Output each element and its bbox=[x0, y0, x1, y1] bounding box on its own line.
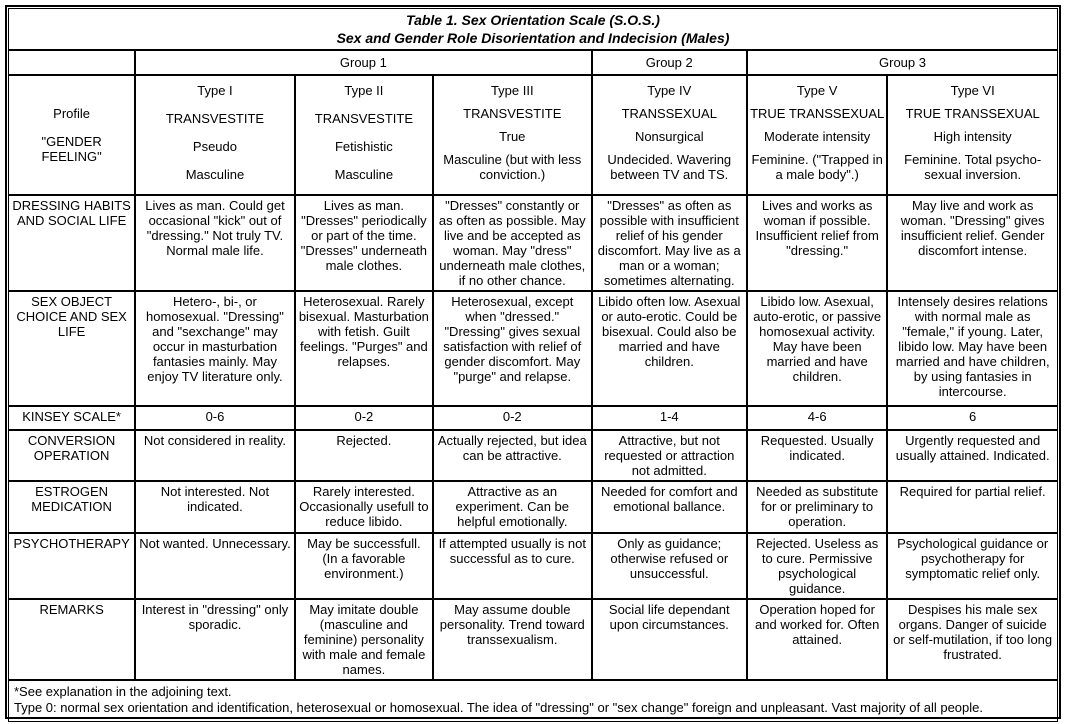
table-cell: "Dresses" as often as possible with insufficient relief of his gender discomfort. May live as a man or a woman; sometimes alternating. bbox=[592, 195, 747, 291]
table-cell: Interest in "dressing" only sporadic. bbox=[135, 599, 295, 680]
table-cell: Not interested. Not indicated. bbox=[135, 481, 295, 533]
type-number: Type VI bbox=[950, 83, 995, 98]
footnote-cell bbox=[8, 680, 1058, 722]
table-cell: Lives as man. Could get occasional "kick" out of "dressing." Not truly TV. Normal male life. bbox=[135, 195, 295, 291]
table-cell: Attractive as an experiment. Can be helpful emotionally. bbox=[433, 481, 592, 533]
type-subtype: High intensity bbox=[933, 129, 1012, 144]
table-cell: Lives and works as woman if possible. Insufficient relief from "dressing." bbox=[747, 195, 887, 291]
type-number: Type III bbox=[490, 83, 534, 98]
table-cell: Psychological guidance or psychotherapy for symptomatic relief only. bbox=[887, 533, 1058, 599]
table-cell: Heterosexual, except when "dressed." "Dressing" gives sexual satisfaction with relief of gender discomfort. May "purge" and relapse. bbox=[433, 291, 592, 406]
table-cell: Requested. Usually indicated. bbox=[747, 430, 887, 481]
type-subtype: Moderate intensity bbox=[764, 129, 871, 144]
table-row-estrogen-medication bbox=[8, 481, 1058, 533]
row-label: CONVERSION OPERATION bbox=[8, 430, 135, 481]
type-subtype: Nonsurgical bbox=[634, 129, 704, 144]
type-1-header-cell bbox=[135, 75, 295, 195]
table-cell: Only as guidance; otherwise refused or unsuccessful. bbox=[592, 533, 747, 599]
table-cell: 0-2 bbox=[433, 406, 592, 430]
table-cell: Lives as man. "Dresses" periodically or part of the time. "Dresses" underneath male clothes. bbox=[295, 195, 433, 291]
table-cell: Social life dependant upon circumstances. bbox=[592, 599, 747, 680]
group-2-header: Group 2 bbox=[592, 50, 747, 75]
row-label: KINSEY SCALE* bbox=[8, 406, 135, 430]
table-cell: Needed for comfort and emotional ballance. bbox=[592, 481, 747, 533]
type-name: TRUE TRANSSEXUAL bbox=[750, 106, 885, 121]
table-cell: Attractive, but not requested or attraction not admitted. bbox=[592, 430, 747, 481]
type-number: Type II bbox=[344, 83, 384, 98]
table-cell: Heterosexual. Rarely bisexual. Masturbation with fetish. Guilt feelings. "Purges" and relapses. bbox=[295, 291, 433, 406]
table-cell: Operation hoped for and worked for. Often attained. bbox=[747, 599, 887, 680]
table-outer-border bbox=[5, 5, 1061, 719]
table-cell: Hetero-, bi-, or homosexual. "Dressing" and "sexchange" may occur in masturbation fantasies mainly. May enjoy TV literature only. bbox=[135, 291, 295, 406]
type-5-header-cell bbox=[747, 75, 887, 195]
table-title-line2: Sex and Gender Role Disorientation and Indecision (Males) bbox=[336, 30, 730, 46]
table-title bbox=[8, 8, 1058, 50]
table-cell: Libido low. Asexual, auto-erotic, or passive homosexual activity. May have been married and have children. bbox=[747, 291, 887, 406]
table-cell: Needed as substitute for or preliminary to operation. bbox=[747, 481, 887, 533]
type-4-header-cell bbox=[592, 75, 747, 195]
type-subtype: Fetishistic bbox=[334, 139, 393, 154]
table-cell: 1-4 bbox=[592, 406, 747, 430]
table-cell: Not considered in reality. bbox=[135, 430, 295, 481]
type-feeling: Undecided. Wavering between TV and TS. bbox=[607, 152, 732, 182]
table-cell: Libido often low. Asexual or auto-erotic. Could be bisexual. Could also be married and have children. bbox=[592, 291, 747, 406]
type-number: Type V bbox=[796, 83, 838, 98]
table-title-line1: Table 1. Sex Orientation Scale (S.O.S.) bbox=[406, 12, 660, 28]
table-row-sex-object-choice bbox=[8, 291, 1058, 406]
table-cell: Urgently requested and usually attained. Indicated. bbox=[887, 430, 1058, 481]
type-3-header-cell bbox=[433, 75, 592, 195]
profile-label-cell bbox=[8, 75, 135, 195]
type-feeling: Feminine. Total psycho-sexual inversion. bbox=[904, 152, 1042, 182]
type-6-header-cell bbox=[887, 75, 1058, 195]
table-cell: "Dresses" constantly or as often as possible. May live and be accepted as woman. May "dress" underneath male clothes, if no other chance. bbox=[433, 195, 592, 291]
type-feeling: Masculine bbox=[334, 167, 394, 182]
type-subtype: True bbox=[499, 129, 526, 144]
type-name: TRANSSEXUAL bbox=[621, 106, 717, 121]
row-label: ESTROGEN MEDICATION bbox=[8, 481, 135, 533]
type-number: Type IV bbox=[647, 83, 692, 98]
footnote-row bbox=[8, 680, 1058, 722]
type-2-header-cell bbox=[295, 75, 433, 195]
row-label: PSYCHOTHERAPY bbox=[8, 533, 135, 599]
table-row-conversion-operation bbox=[8, 430, 1058, 481]
type-name: TRANSVESTITE bbox=[165, 111, 265, 126]
row-label: REMARKS bbox=[8, 599, 135, 680]
footnote-line1: *See explanation in the adjoining text. bbox=[14, 684, 232, 699]
profile-label-line2: "GENDER FEELING" bbox=[41, 134, 102, 164]
table-row-remarks bbox=[8, 599, 1058, 680]
table-cell: Rarely interested. Occasionally usefull to reduce libido. bbox=[295, 481, 433, 533]
table-row-dressing-habits bbox=[8, 195, 1058, 291]
table-cell: May be successfull. (In a favorable environment.) bbox=[295, 533, 433, 599]
type-feeling: Feminine. ("Trapped in a male body".) bbox=[751, 152, 883, 182]
sex-orientation-scale-table bbox=[8, 8, 1058, 722]
table-cell: 6 bbox=[887, 406, 1058, 430]
table-cell: Not wanted. Unnecessary. bbox=[135, 533, 295, 599]
table-row-psychotherapy bbox=[8, 533, 1058, 599]
type-name: TRUE TRANSSEXUAL bbox=[905, 106, 1040, 121]
table-cell: Despises his male sex organs. Danger of suicide or self-mutilation, if too long frustrated. bbox=[887, 599, 1058, 680]
table-cell: Intensely desires relations with normal male as "female," if young. Later, libido low. May have been married and have children, by using fantasies in intercourse. bbox=[887, 291, 1058, 406]
table-cell: 0-2 bbox=[295, 406, 433, 430]
table-cell: May imitate double (masculine and feminine) personality with male and female names. bbox=[295, 599, 433, 680]
group-1-header: Group 1 bbox=[135, 50, 591, 75]
table-cell: Required for partial relief. bbox=[887, 481, 1058, 533]
table-cell: 4-6 bbox=[747, 406, 887, 430]
type-feeling: Masculine bbox=[185, 167, 245, 182]
group-header-empty-cell bbox=[8, 50, 135, 75]
table-cell: 0-6 bbox=[135, 406, 295, 430]
type-subtype: Pseudo bbox=[192, 139, 237, 154]
group-header-row bbox=[8, 50, 1058, 75]
table-cell: Rejected. Useless as to cure. Permissive psychological guidance. bbox=[747, 533, 887, 599]
row-label: SEX OBJECT CHOICE AND SEX LIFE bbox=[8, 291, 135, 406]
profile-label-line1: Profile bbox=[53, 106, 91, 121]
row-label: DRESSING HABITS AND SOCIAL LIFE bbox=[8, 195, 135, 291]
footnote-line2: Type 0: normal sex orientation and identification, heterosexual or homosexual. The idea of "dressing" or "sex change" foreign and unpleasant. Vast majority of all people. bbox=[14, 700, 983, 715]
title-row bbox=[8, 8, 1058, 50]
table-cell: If attempted usually is not successful as to cure. bbox=[433, 533, 592, 599]
table-row-kinsey-scale bbox=[8, 406, 1058, 430]
group-3-header: Group 3 bbox=[747, 50, 1058, 75]
type-feeling: Masculine (but with less conviction.) bbox=[443, 152, 582, 182]
table-cell: Rejected. bbox=[295, 430, 433, 481]
type-number: Type I bbox=[197, 83, 233, 98]
type-name: TRANSVESTITE bbox=[463, 106, 562, 121]
type-header-row bbox=[8, 75, 1058, 195]
table-cell: Actually rejected, but idea can be attractive. bbox=[433, 430, 592, 481]
table-cell: May live and work as woman. "Dressing" gives insufficient relief. Gender discomfort intense. bbox=[887, 195, 1058, 291]
type-name: TRANSVESTITE bbox=[314, 111, 413, 126]
table-cell: May assume double personality. Trend toward transsexualism. bbox=[433, 599, 592, 680]
